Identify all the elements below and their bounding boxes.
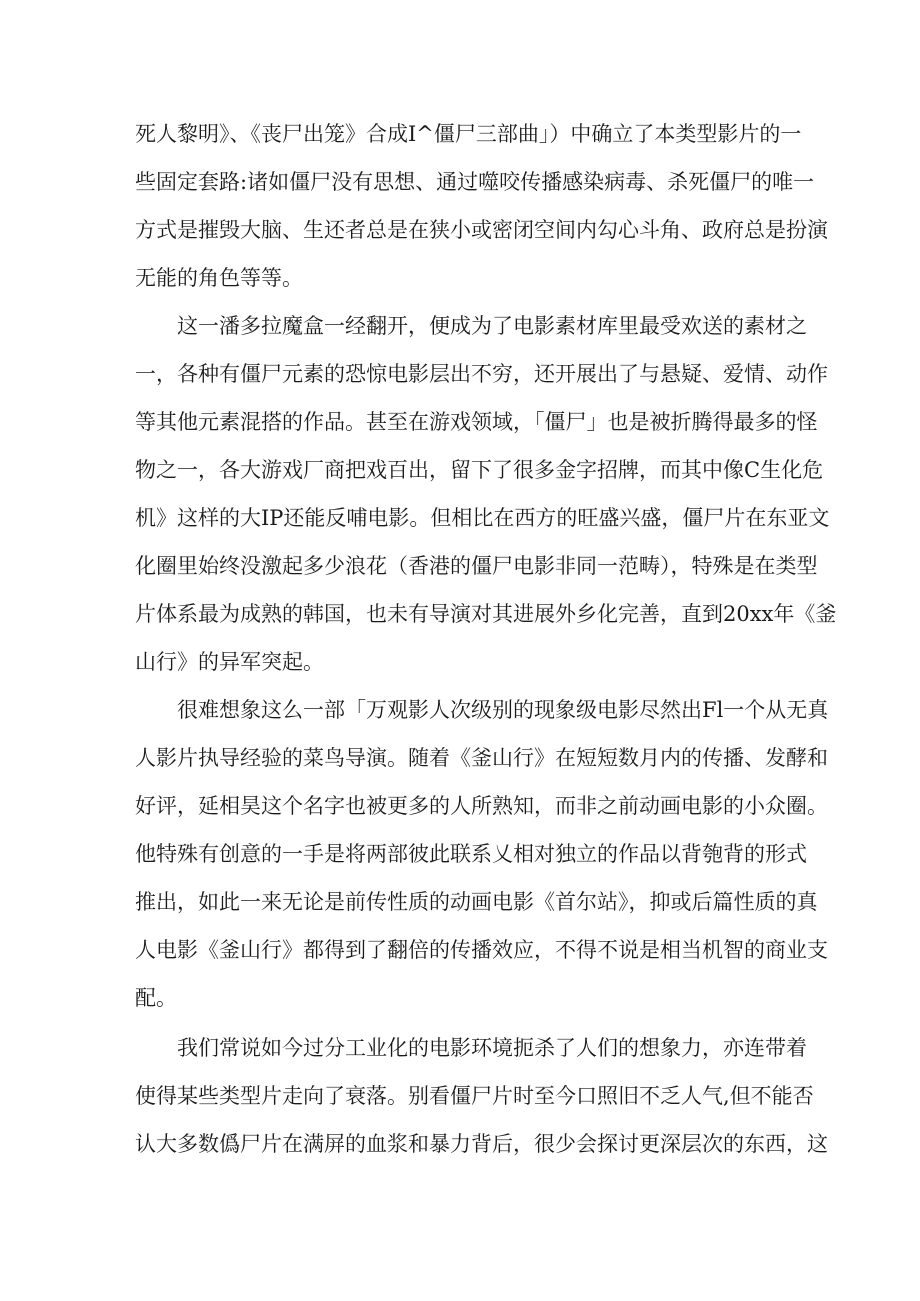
paragraph-line: 死人黎明》、《丧尸出笼》合成I^僵尸三部曲」）中确立了本类型影片的一: [135, 122, 802, 146]
paragraph-line: 使得某些类型片走向了衰落。别看僵尸片时至今口照旧不乏人气,但不能否: [135, 1084, 814, 1108]
paragraph-line: 很难想象这么一部「万观影人次级别的现象级电影尽然出Fl一个从无真: [177, 698, 829, 722]
paragraph-line: 人电影《釜山行》都得到了翻倍的传播效应，不得不说是相当机智的商业支: [135, 938, 828, 962]
paragraph-line: 这一潘多拉魔盒一经翻开，便成为了电影素材库里最受欢送的素材之: [177, 314, 807, 338]
paragraph-line: 推出，如此一来无论是前传性质的动画电影《首尔站》，抑或后篇性质的真: [135, 890, 818, 914]
paragraph-line: 些固定套路:诸如僵尸没有思想、通过噬咬传播感染病毒、杀死僵尸的唯一: [135, 170, 815, 194]
paragraph-line: 好评，延相昊这个名字也被更多的人所熟知，而非之前动画电影的小众圈。: [135, 794, 828, 818]
paragraph-line: 山行》的异军突起。: [135, 650, 324, 674]
paragraph-line: 配。: [135, 986, 177, 1010]
paragraph-line: 我们常说如今过分工业化的电影环境扼杀了人们的想象力，亦连带着: [177, 1036, 807, 1060]
paragraph-line: 物之一，各大游戏厂商把戏百出，留下了很多金字招牌，而其中像C生化危: [135, 458, 824, 482]
paragraph-line: 片体系最为成熟的韩国，也未有导演对其进展外乡化完善，直到20xx年《釜: [135, 602, 837, 626]
paragraph-line: 认大多数僞尸片在满屏的血浆和暴力背后，很少会探讨更深层次的东西，这: [135, 1132, 828, 1156]
paragraph-line: 化圈里始终没激起多少浪花（香港的僵尸电影非同一范畴），特殊是在类型: [135, 554, 818, 578]
paragraph-line: 机》这样的大IP还能反哺电影。但相比在西方的旺盛兴盛，僵尸片在东亚文: [135, 506, 830, 530]
paragraph-line: 人影片执导经验的菜鸟导演。随着《釜山行》在短短数月内的传播、发酵和: [135, 746, 828, 770]
paragraph-line: 他特殊有创意的一手是将两部彼此联系乂相对独立的作品以背匏背的形式: [135, 842, 807, 866]
paragraph-line: 无能的角色等等。: [135, 266, 303, 290]
paragraph-line: 方式是摧毁大脑、生还者总是在狭小或密闭空间内勾心斗角、政府总是扮演: [135, 218, 828, 242]
paragraph-line: 等其他元素混搭的作品。甚至在游戏领域，「僵尸」也是被折腾得最多的怪: [135, 410, 818, 434]
paragraph-line: 一，各种有僵尸元素的恐惊电影层出不穷，还开展出了与悬疑、爱情、动作: [135, 362, 828, 386]
